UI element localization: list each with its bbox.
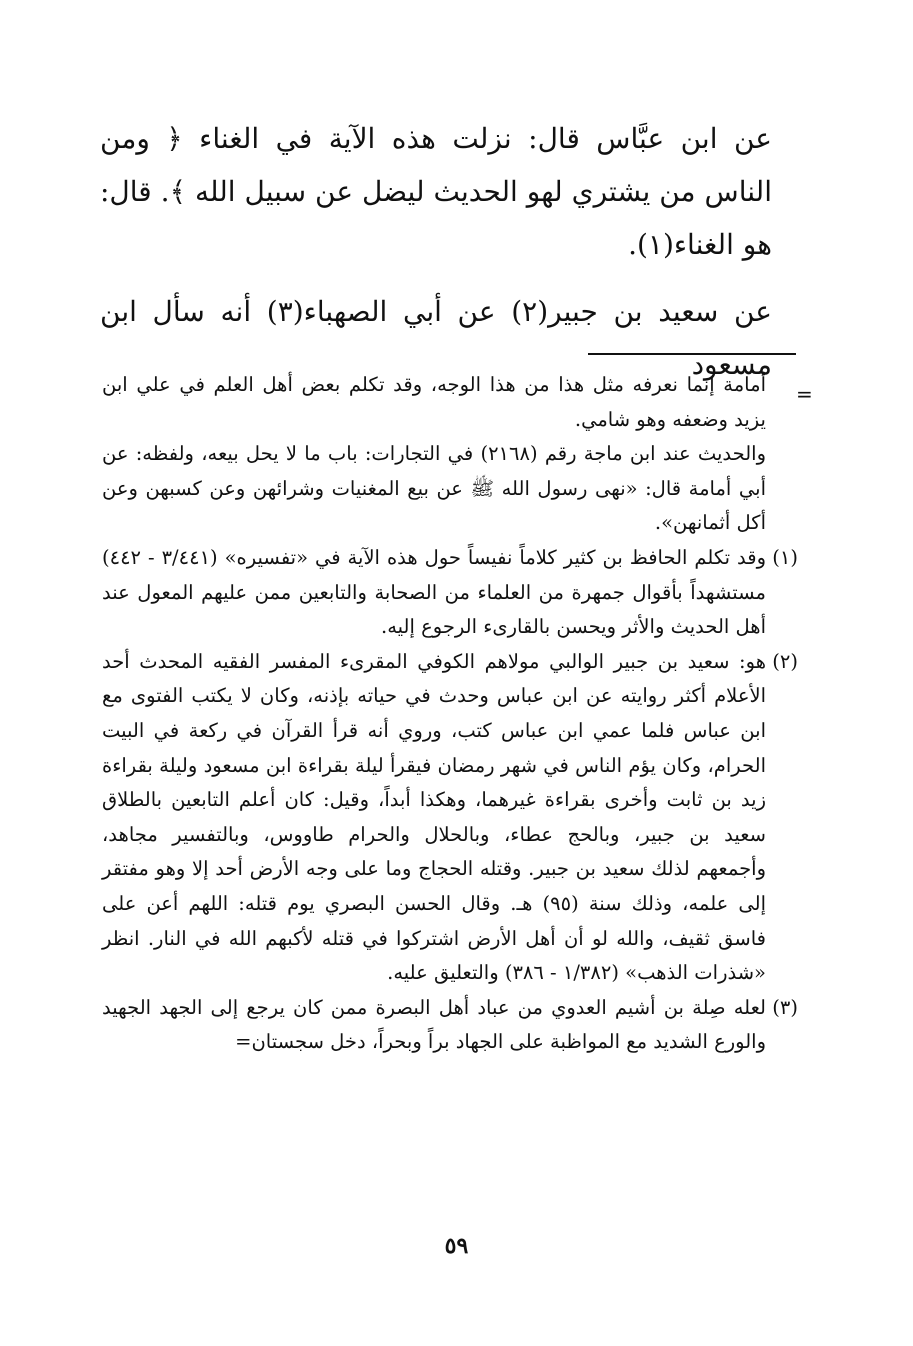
footnote-continuation-1: أمامة إنما نعرفه مثل هذا من هذا الوجه، وقد تكلم بعض أهل العلم في علي ابن يزيد وضعفه وهو شامي.	[102, 373, 766, 431]
footnote-3	[102, 991, 796, 1060]
footnote-3-number: (٣)	[772, 995, 798, 1019]
footnote-2-text: هو: سعيد بن جبير الوالبي مولاهم الكوفي المقرىء المفسر الفقيه المحدث أحد الأعلام أكثر روايته عن ابن عباس وحدث في حياته بإذنه، وكان لا يكتب الفتوى مع ابن عباس فلما عمي ابن عباس كتب، وروي أنه قرأ القرآن في ركعة في البيت الحرام، وكان يؤم الناس في شهر رمضان فيقرأ ليلة بقراءة ابن مسعود وليلة بقراءة زيد بن ثابت وأخرى بقراءة غيرهما، وهكذا أبداً، وقيل: كان أعلم التابعين بالطلاق سعيد بن جبير، وبالحج عطاء، وبالحلال والحرام طاووس، وبالتفسير مجاهد، وأجمعهم لذلك سعيد بن جبير. وقتله الحجاج وما على وجه الأرض أحد إلا وهو مفتقر إلى علمه، وذلك سنة (٩٥) هـ. وقال الحسن البصري يوم قتله: اللهم أعن على فاسق ثقيف، والله لو أن أهل الأرض اشتركوا في قتله لأكبهم الله في النار. انظر «شذرات الذهب» (١/٣٨٢ - ٣٨٦) والتعليق عليه.	[102, 649, 766, 985]
footnote-1-text: وقد تكلم الحافظ بن كثير كلاماً نفيساً حول هذه الآية في «تفسيره» (٣/٤٤١ - ٤٤٢) مستشهداً بأقوال جمهرة من العلماء من الصحابة والتابعين ممن عليهم المعول عند أهل الحديث والأثر ويحسن بالقارىء الرجوع إليه.	[102, 545, 766, 639]
footnote-separator	[588, 353, 796, 355]
footnote-1-number: (١)	[772, 545, 798, 569]
footnote-2-number: (٢)	[772, 649, 798, 673]
footnote-3-text: لعله صِلة بن أشيم العدوي من عباد أهل البصرة ممن كان يرجع إلى الجهد الجهيد والورع الشديد مع المواظبة على الجهاد براً وبحراً، دخل سجستان=	[102, 995, 766, 1054]
main-text	[100, 112, 800, 391]
footnote-2	[102, 645, 796, 991]
footnotes	[102, 368, 796, 1060]
main-paragraph-1: عن ابن عبَّاس قال: نزلت هذه الآية في الغناء ﴿ ومن الناس من يشتري لهو الحديث ليضل عن سبيل الله ﴾. قال: هو الغناء(١).	[100, 122, 772, 261]
main-paragraph-2: عن سعيد بن جبير(٢) عن أبي الصهباء(٣) أنه سأل ابن مسعود	[100, 295, 772, 381]
footnote-continuation-2: والحديث عند ابن ماجة رقم (٢١٦٨) في التجارات: باب ما لا يحل بيعه، ولفظه: عن أبي أمامة قال: «نهى رسول الله ﷺ عن بيع المغنيات وشرائهن وعن كسبهن وعن أكل أثمانهن».	[102, 442, 766, 535]
page-number: ٥٩	[444, 1233, 469, 1259]
footnote-1	[102, 541, 796, 645]
continuation-mark: =	[796, 382, 813, 406]
